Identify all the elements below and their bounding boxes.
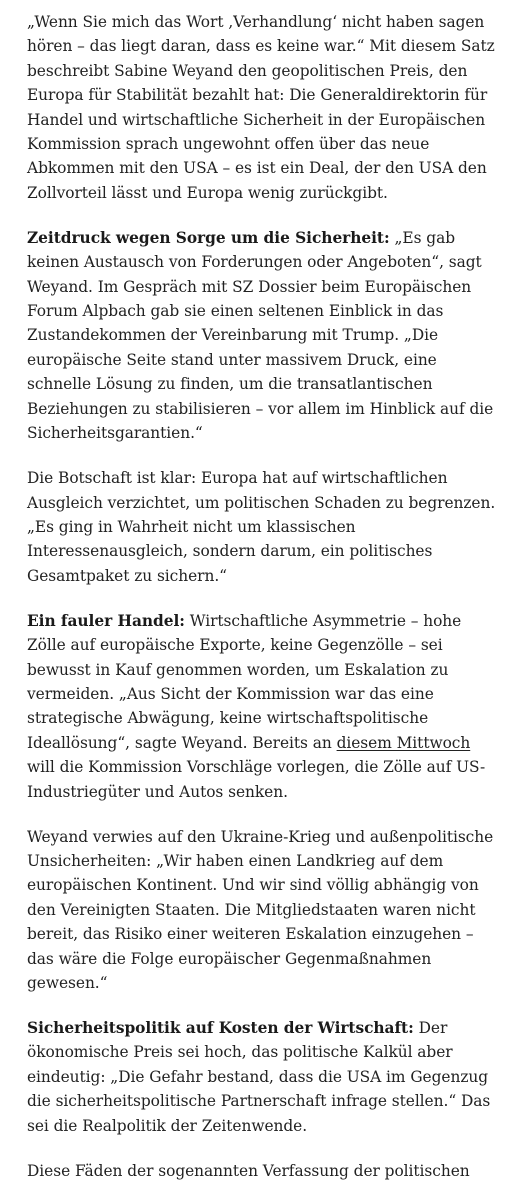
paragraph-text: Der ökonomische Preis sei hoch, das politische Kalkül aber eindeutig: „Die Gefahr bestand, dass die USA im Gegenzug die sicherheitspolitische Partnerschaft infrage stellen.“ Das sei die Realpolitik der Zeitenwende. [27,1019,491,1135]
paragraph-text: will die Kommission Vorschläge vorlegen, die Zölle auf US-Industriegüter und Autos senken. [27,758,486,801]
paragraph-text: Diese Fäden der sogenannten Verfassung der politischen [27,1161,470,1180]
paragraph-2 [27,226,497,446]
inline-link-diesem-mittwoch[interactable]: diesem Mittwoch [336,733,471,752]
paragraph-4 [27,609,497,804]
paragraph-1 [27,10,497,205]
paragraph-text: Weyand verwies auf den Ukraine-Krieg und außenpolitische Unsicherheiten: „Wir haben einen Landkrieg auf dem europäischen Kontinent. Und wir sind völlig abhängig von den Vereinigten Staaten. Die Mitgliedstaaten waren nicht bereit, das Risiko einer weiteren Eskalation einzugehen – das wäre die Folge europäischer Gegenmaßnahmen gewesen.“ [27,827,494,992]
paragraph-text: „Es gab keinen Austausch von Forderungen oder Angeboten“, sagt Weyand. Im Gespräch mit SZ Dossier beim Europäischen Forum Alpbach gab sie einen seltenen Einblick in das Zustandekommen der Vereinbarung mit Trump. „Die europäische Seite stand unter massivem Druck, eine schnelle Lösung zu finden, um die transatlantischen Beziehungen zu stabilisieren – vor allem im Hinblick auf die Sicherheitsgarantien.“ [27,228,494,443]
paragraph-lead: Ein fauler Handel: [27,611,185,630]
paragraph-lead: Sicherheitspolitik auf Kosten der Wirtschaft: [27,1019,414,1037]
paragraph-7-partial [27,1159,497,1183]
paragraph-text: Die Botschaft ist klar: Europa hat auf wirtschaftlichen Ausgleich verzichtet, um politischen Schaden zu begrenzen. „Es ging in Wahrheit nicht um klassischen Interessenausgleich, sondern darum, ein politisches Gesamtpaket zu sichern.“ [27,469,496,585]
article-body [27,10,497,1204]
paragraph-text: Wirtschaftliche Asymmetrie – hohe Zölle auf europäische Exporte, keine Gegenzölle – sei bewusst in Kauf genommen worden, um Eskalation zu vermeiden. „Aus Sicht der Kommission war das eine strategische Abwägung, keine wirtschaftspolitische Ideallösung“, sagte Weyand. Bereits an [27,611,462,752]
paragraph-3 [27,466,497,588]
paragraph-5 [27,825,497,996]
paragraph-6 [27,1016,497,1138]
paragraph-text: „Wenn Sie mich das Wort ‚Verhandlung‘ nicht haben sagen hören – das liegt daran, dass es keine war.“ Mit diesem Satz beschreibt Sabine Weyand den geopolitischen Preis, den Europa für Stabilität bezahlt hat: Die Generaldirektorin für Handel und wirtschaftliche Sicherheit in der Europäischen Kommission sprach ungewohnt offen über das neue Abkommen mit den USA – es ist ein Deal, der den USA den Zollvorteil lässt und Europa wenig zurückgibt. [27,13,495,202]
paragraph-lead: Zeitdruck wegen Sorge um die Sicherheit: [27,228,390,247]
